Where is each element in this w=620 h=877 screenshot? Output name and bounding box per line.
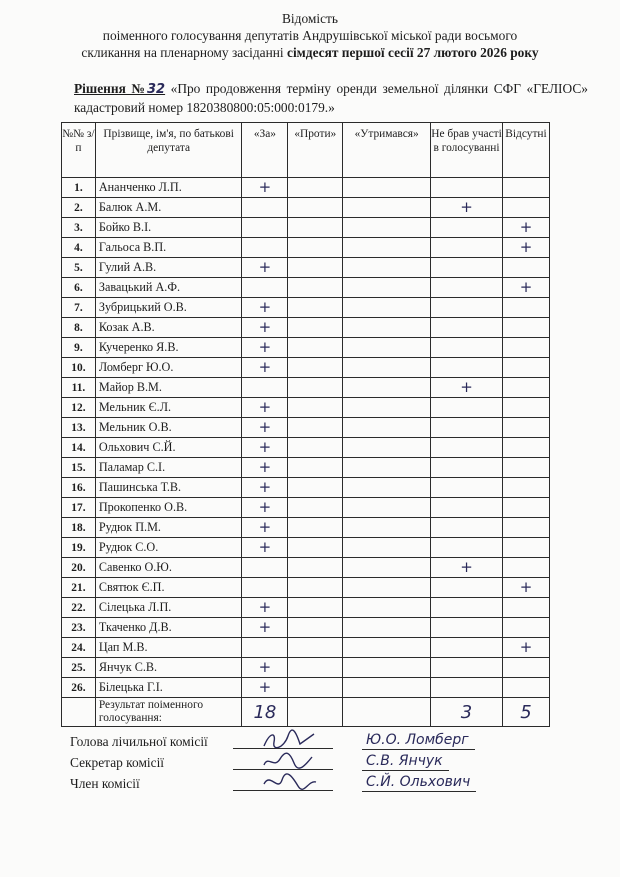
result-label: Результат поіменного голосування: <box>95 698 242 727</box>
deputy-name: Козак А.В. <box>95 318 242 338</box>
header-abstain: «Утримався» <box>343 123 431 178</box>
table-row <box>62 538 550 558</box>
vote-cell-against <box>288 658 343 678</box>
result-against <box>288 698 343 727</box>
vote-cell-for <box>242 418 288 438</box>
table-row <box>62 638 550 658</box>
result-absent: 5 <box>502 698 549 727</box>
vote-cell-not-voted <box>431 498 503 518</box>
signature-block <box>70 734 570 797</box>
vote-cell-absent <box>502 578 549 598</box>
vote-cell-for <box>242 638 288 658</box>
table-header-row <box>62 123 550 178</box>
vote-cell-absent <box>502 418 549 438</box>
row-number: 14. <box>62 438 96 458</box>
vote-cell-absent <box>502 298 549 318</box>
vote-cell-not-voted <box>431 278 503 298</box>
vote-mark-icon: + <box>258 538 272 556</box>
vote-cell-not-voted <box>431 398 503 418</box>
vote-cell-against <box>288 638 343 658</box>
vote-cell-not-voted <box>431 418 503 438</box>
table-row <box>62 298 550 318</box>
vote-mark-icon: + <box>258 598 272 616</box>
vote-mark-icon: + <box>519 638 533 656</box>
vote-mark-icon: + <box>258 358 272 376</box>
roll-call-table <box>61 122 550 727</box>
signature-row-secretary <box>70 755 570 776</box>
header-name: Прізвище, ім'я, по батькові депутата <box>95 123 242 178</box>
deputy-name: Святюк Є.П. <box>95 578 242 598</box>
vote-mark-icon: + <box>258 658 272 676</box>
vote-cell-for <box>242 538 288 558</box>
vote-cell-abstain <box>343 338 431 358</box>
vote-cell-absent <box>502 458 549 478</box>
vote-cell-against <box>288 558 343 578</box>
vote-mark-icon: + <box>519 278 533 296</box>
vote-cell-abstain <box>343 218 431 238</box>
vote-cell-absent <box>502 258 549 278</box>
vote-cell-for <box>242 298 288 318</box>
vote-cell-for <box>242 518 288 538</box>
row-number: 25. <box>62 658 96 678</box>
table-body <box>62 178 550 698</box>
vote-cell-abstain <box>343 198 431 218</box>
signature-row-chair <box>70 734 570 755</box>
signature-name: С.Й. Ольхович <box>362 774 476 792</box>
vote-cell-for <box>242 678 288 698</box>
vote-cell-abstain <box>343 558 431 578</box>
vote-cell-against <box>288 338 343 358</box>
vote-cell-against <box>288 478 343 498</box>
vote-cell-for <box>242 358 288 378</box>
vote-cell-abstain <box>343 418 431 438</box>
vote-cell-absent <box>502 398 549 418</box>
table-row <box>62 358 550 378</box>
document-title: Відомість <box>281 11 338 26</box>
deputy-name: Паламар С.І. <box>95 458 242 478</box>
deputy-name: Прокопенко О.В. <box>95 498 242 518</box>
row-number: 8. <box>62 318 96 338</box>
deputy-name: Ломберг Ю.О. <box>95 358 242 378</box>
row-number: 26. <box>62 678 96 698</box>
table-row <box>62 558 550 578</box>
vote-mark-icon: + <box>258 418 272 436</box>
vote-cell-against <box>288 538 343 558</box>
table-row <box>62 678 550 698</box>
row-number: 5. <box>62 258 96 278</box>
vote-cell-not-voted <box>431 478 503 498</box>
vote-cell-not-voted <box>431 358 503 378</box>
vote-cell-not-voted <box>431 318 503 338</box>
vote-cell-for <box>242 618 288 638</box>
vote-cell-not-voted <box>431 638 503 658</box>
vote-mark-icon: + <box>460 558 473 576</box>
deputy-name: Янчук С.В. <box>95 658 242 678</box>
row-number: 6. <box>62 278 96 298</box>
deputy-name: Мельник О.В. <box>95 418 242 438</box>
vote-cell-not-voted <box>431 198 503 218</box>
row-number: 22. <box>62 598 96 618</box>
table-row <box>62 438 550 458</box>
vote-cell-not-voted <box>431 258 503 278</box>
vote-cell-not-voted <box>431 298 503 318</box>
vote-cell-not-voted <box>431 538 503 558</box>
vote-cell-for <box>242 438 288 458</box>
decision-label <box>74 81 165 96</box>
vote-mark-icon: + <box>258 258 272 276</box>
vote-cell-absent <box>502 598 549 618</box>
row-number: 3. <box>62 218 96 238</box>
vote-cell-against <box>288 498 343 518</box>
vote-cell-for <box>242 498 288 518</box>
vote-cell-for <box>242 558 288 578</box>
table-row <box>62 498 550 518</box>
deputy-name: Білецька Г.І. <box>95 678 242 698</box>
decision-label-text: Рішення № <box>74 81 147 96</box>
deputy-name: Завацький А.Ф. <box>95 278 242 298</box>
decision-text: «Про продовження терміну оренди земельної ділянки СФГ «ГЕЛІОС» кадастровий номер 1820380800:05:000:0179.» <box>74 81 588 115</box>
vote-cell-for <box>242 238 288 258</box>
vote-cell-not-voted <box>431 338 503 358</box>
vote-cell-absent <box>502 538 549 558</box>
vote-cell-against <box>288 198 343 218</box>
vote-cell-not-voted <box>431 238 503 258</box>
vote-cell-abstain <box>343 438 431 458</box>
vote-cell-abstain <box>343 598 431 618</box>
vote-cell-against <box>288 618 343 638</box>
row-number: 1. <box>62 178 96 198</box>
vote-cell-absent <box>502 498 549 518</box>
row-number: 21. <box>62 578 96 598</box>
vote-cell-for <box>242 478 288 498</box>
deputy-name: Мельник Є.Л. <box>95 398 242 418</box>
vote-mark-icon: + <box>258 438 272 456</box>
vote-mark-icon: + <box>258 398 272 416</box>
vote-mark-icon: + <box>519 238 533 256</box>
vote-cell-absent <box>502 518 549 538</box>
deputy-name: Савенко О.Ю. <box>95 558 242 578</box>
vote-cell-abstain <box>343 278 431 298</box>
vote-cell-abstain <box>343 498 431 518</box>
row-number: 17. <box>62 498 96 518</box>
vote-cell-not-voted <box>431 518 503 538</box>
session-prefix: скликання на пленарному засіданні <box>81 45 288 60</box>
header-not-voted: Не брав участі в голосуванні <box>431 123 503 178</box>
vote-cell-against <box>288 238 343 258</box>
deputy-name: Гальоса В.П. <box>95 238 242 258</box>
document-header <box>60 10 560 61</box>
deputy-name: Ткаченко Д.В. <box>95 618 242 638</box>
row-number: 10. <box>62 358 96 378</box>
vote-cell-for <box>242 178 288 198</box>
vote-cell-absent <box>502 218 549 238</box>
vote-cell-absent <box>502 558 549 578</box>
vote-cell-against <box>288 378 343 398</box>
session-date: сімдесят першої сесії 27 лютого 2026 року <box>287 45 539 60</box>
vote-cell-not-voted <box>431 178 503 198</box>
row-number: 11. <box>62 378 96 398</box>
vote-cell-absent <box>502 238 549 258</box>
vote-cell-abstain <box>343 618 431 638</box>
row-number: 23. <box>62 618 96 638</box>
vote-cell-absent <box>502 338 549 358</box>
table-row <box>62 598 550 618</box>
vote-cell-against <box>288 458 343 478</box>
vote-cell-absent <box>502 178 549 198</box>
vote-cell-not-voted <box>431 218 503 238</box>
vote-cell-abstain <box>343 638 431 658</box>
vote-mark-icon: + <box>258 458 272 476</box>
vote-cell-absent <box>502 478 549 498</box>
row-number: 16. <box>62 478 96 498</box>
vote-cell-not-voted <box>431 618 503 638</box>
table-row <box>62 658 550 678</box>
row-number: 13. <box>62 418 96 438</box>
row-number: 20. <box>62 558 96 578</box>
signature-role: Секретар комісії <box>70 755 165 770</box>
vote-cell-not-voted <box>431 458 503 478</box>
vote-cell-absent <box>502 638 549 658</box>
document-subtitle-line-3 <box>60 44 560 61</box>
table-row <box>62 218 550 238</box>
vote-cell-not-voted <box>431 678 503 698</box>
header-for: «За» <box>242 123 288 178</box>
vote-cell-absent <box>502 438 549 458</box>
deputy-name: Зубрицький О.В. <box>95 298 242 318</box>
vote-cell-against <box>288 578 343 598</box>
vote-cell-absent <box>502 618 549 638</box>
result-not-voted: 3 <box>431 698 503 727</box>
vote-cell-against <box>288 418 343 438</box>
vote-mark-icon: + <box>460 198 473 216</box>
vote-cell-abstain <box>343 318 431 338</box>
vote-cell-absent <box>502 378 549 398</box>
document-subtitle-line-2: поіменного голосування депутатів Андрушівської міської ради восьмого <box>102 28 518 43</box>
vote-cell-not-voted <box>431 658 503 678</box>
header-num: №№ з/п <box>62 123 96 178</box>
vote-cell-abstain <box>343 178 431 198</box>
vote-cell-absent <box>502 198 549 218</box>
vote-mark-icon: + <box>460 378 473 396</box>
row-number: 15. <box>62 458 96 478</box>
row-number: 9. <box>62 338 96 358</box>
table-row <box>62 338 550 358</box>
vote-cell-abstain <box>343 398 431 418</box>
table-row <box>62 518 550 538</box>
table-row <box>62 458 550 478</box>
vote-cell-for <box>242 258 288 278</box>
vote-cell-against <box>288 358 343 378</box>
vote-mark-icon: + <box>519 218 533 236</box>
vote-cell-against <box>288 398 343 418</box>
vote-cell-against <box>288 258 343 278</box>
row-number: 7. <box>62 298 96 318</box>
deputy-name: Бойко В.І. <box>95 218 242 238</box>
table-row <box>62 318 550 338</box>
vote-cell-absent <box>502 318 549 338</box>
vote-cell-against <box>288 178 343 198</box>
table-row <box>62 378 550 398</box>
table-row <box>62 418 550 438</box>
signature-role: Голова лічильної комісії <box>70 734 208 749</box>
vote-cell-for <box>242 218 288 238</box>
vote-mark-icon: + <box>258 478 272 496</box>
vote-cell-abstain <box>343 378 431 398</box>
vote-cell-not-voted <box>431 598 503 618</box>
vote-cell-for <box>242 378 288 398</box>
vote-cell-against <box>288 598 343 618</box>
signature-role: Член комісії <box>70 776 140 791</box>
vote-cell-abstain <box>343 238 431 258</box>
vote-cell-not-voted <box>431 438 503 458</box>
decision-paragraph <box>74 80 588 117</box>
result-row <box>62 698 550 727</box>
vote-cell-for <box>242 338 288 358</box>
vote-cell-abstain <box>343 658 431 678</box>
row-number: 18. <box>62 518 96 538</box>
vote-cell-against <box>288 278 343 298</box>
vote-cell-not-voted <box>431 578 503 598</box>
vote-cell-against <box>288 218 343 238</box>
vote-cell-abstain <box>343 298 431 318</box>
vote-mark-icon: + <box>258 318 272 336</box>
vote-cell-absent <box>502 278 549 298</box>
table-row <box>62 238 550 258</box>
vote-cell-abstain <box>343 258 431 278</box>
decision-number: 32 <box>147 82 166 97</box>
vote-cell-for <box>242 318 288 338</box>
table-row <box>62 258 550 278</box>
vote-cell-for <box>242 398 288 418</box>
table-row <box>62 578 550 598</box>
vote-cell-absent <box>502 658 549 678</box>
vote-cell-absent <box>502 358 549 378</box>
table-row <box>62 618 550 638</box>
vote-mark-icon: + <box>258 498 272 516</box>
signature-name: Ю.О. Ломберг <box>362 732 475 750</box>
vote-mark-icon: + <box>258 618 272 636</box>
table-row <box>62 198 550 218</box>
result-for: 18 <box>242 698 288 727</box>
deputy-name: Ольхович С.Й. <box>95 438 242 458</box>
vote-mark-icon: + <box>258 178 272 196</box>
vote-cell-abstain <box>343 518 431 538</box>
vote-cell-absent <box>502 678 549 698</box>
signature-row-member <box>70 776 570 797</box>
vote-mark-icon: + <box>519 578 533 596</box>
vote-cell-abstain <box>343 678 431 698</box>
deputy-name: Кучеренко Я.В. <box>95 338 242 358</box>
table-row <box>62 398 550 418</box>
vote-cell-abstain <box>343 538 431 558</box>
deputy-name: Рудюк С.О. <box>95 538 242 558</box>
table-row <box>62 278 550 298</box>
vote-cell-against <box>288 298 343 318</box>
row-number: 4. <box>62 238 96 258</box>
deputy-name: Пашинська Т.В. <box>95 478 242 498</box>
header-absent: Відсутні <box>502 123 549 178</box>
vote-cell-for <box>242 598 288 618</box>
deputy-name: Гулий А.В. <box>95 258 242 278</box>
row-number: 12. <box>62 398 96 418</box>
vote-cell-not-voted <box>431 558 503 578</box>
vote-cell-abstain <box>343 458 431 478</box>
deputy-name: Балюк А.М. <box>95 198 242 218</box>
signature-scrawl-icon <box>260 770 320 794</box>
vote-cell-for <box>242 658 288 678</box>
vote-cell-against <box>288 438 343 458</box>
row-number: 2. <box>62 198 96 218</box>
vote-cell-abstain <box>343 578 431 598</box>
vote-cell-for <box>242 198 288 218</box>
vote-cell-for <box>242 458 288 478</box>
deputy-name: Сілецька Л.П. <box>95 598 242 618</box>
table-row <box>62 178 550 198</box>
deputy-name: Майор В.М. <box>95 378 242 398</box>
result-num-cell <box>62 698 96 727</box>
header-against: «Проти» <box>288 123 343 178</box>
result-abstain <box>343 698 431 727</box>
vote-mark-icon: + <box>258 678 272 696</box>
deputy-name: Ананченко Л.П. <box>95 178 242 198</box>
row-number: 24. <box>62 638 96 658</box>
deputy-name: Цап М.В. <box>95 638 242 658</box>
deputy-name: Рудюк П.М. <box>95 518 242 538</box>
vote-cell-against <box>288 518 343 538</box>
vote-cell-abstain <box>343 358 431 378</box>
row-number: 19. <box>62 538 96 558</box>
vote-mark-icon: + <box>258 518 272 536</box>
vote-cell-for <box>242 278 288 298</box>
vote-cell-abstain <box>343 478 431 498</box>
table-row <box>62 478 550 498</box>
vote-mark-icon: + <box>258 338 272 356</box>
signature-name: С.В. Янчук <box>362 753 449 771</box>
vote-cell-for <box>242 578 288 598</box>
vote-cell-not-voted <box>431 378 503 398</box>
vote-mark-icon: + <box>258 298 272 316</box>
vote-cell-against <box>288 678 343 698</box>
vote-cell-against <box>288 318 343 338</box>
